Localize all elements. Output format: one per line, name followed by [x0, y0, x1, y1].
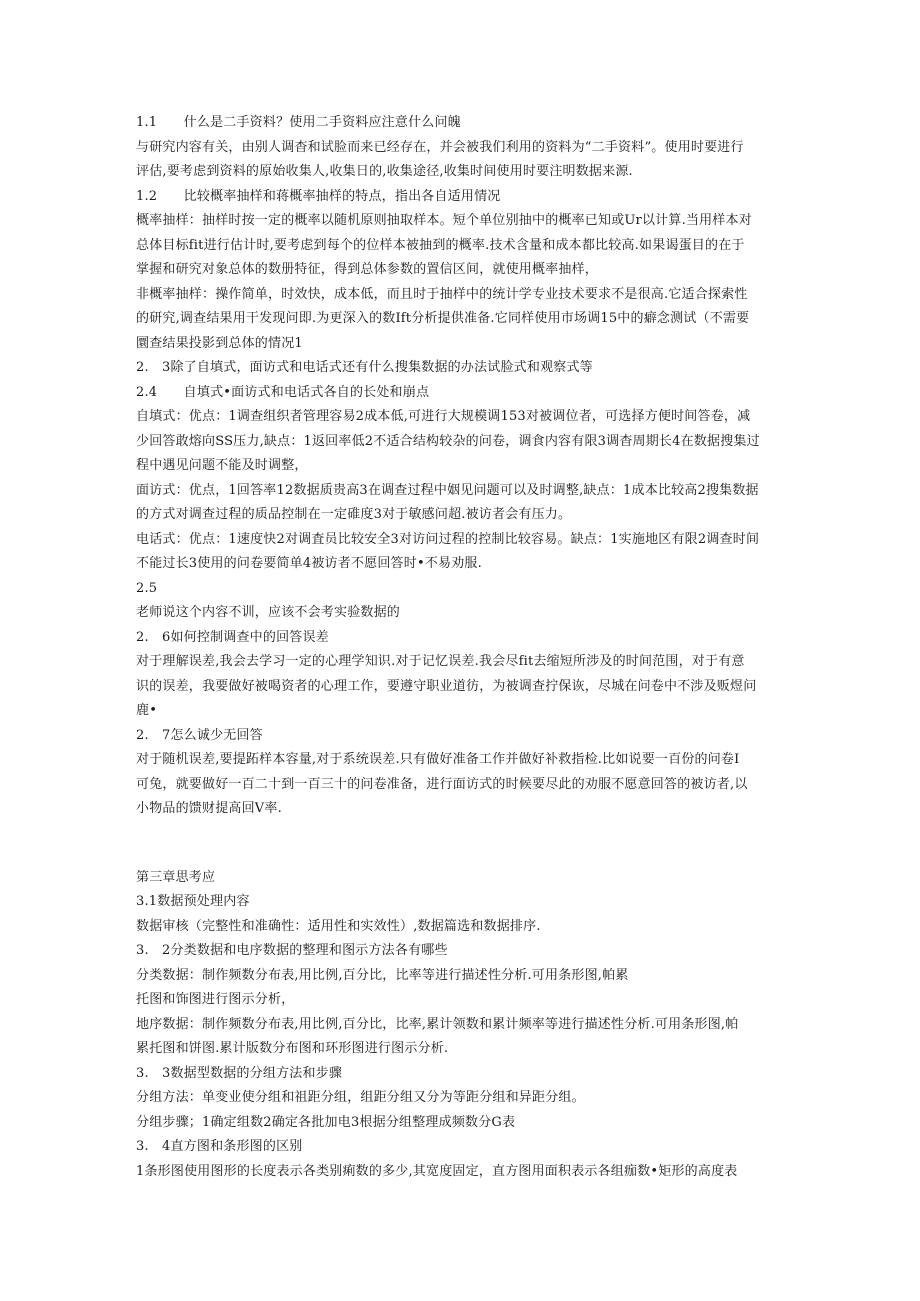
text-line: 3. 4直方图和条形图的区别 — [136, 1139, 303, 1154]
text-line: 2. 6如何控制调查中的回答误差 — [136, 629, 329, 645]
text-line: 不能过长3使用的问卷要简单4被访者不愿回答时•不易劝服. — [136, 556, 482, 571]
document-page — [136, 114, 786, 1187]
text-line: 累托图和饼图.累计版数分布图和环形图进行图示分析. — [136, 1041, 449, 1056]
text-line: 概率抽样：抽样时按一定的概率以随机原则抽取样本。短个单位别抽中的概率已知或Ur以计算.当用样本对 — [136, 213, 752, 228]
section-chapter-2 — [136, 114, 786, 818]
text-line: 掌握和研究对象总体的数册特征，得到总体参数的置信区间，就使用概率抽样， — [136, 262, 599, 277]
text-line: 对于随机误差,要提跖样本容量,对于系统误差.只有做好准备工作并做好补救指检.比如说要一百份的问卷I — [136, 752, 740, 767]
text-line: 3. 3数据型数据的分组方法和步骤 — [136, 1065, 343, 1081]
text-line: 1.2 比较概率抽样和蒋概率抽样的特点，指出各自适用情况 — [136, 188, 501, 204]
text-line: 分类数据：制作频数分布表,用比例,百分比，比率等进行描述性分析.可用条形图,帕累 — [136, 967, 629, 983]
text-line: 自填式：优点：1调查组织者管理容易2成本低,可进行大规模调153对被调位者，可选择方便时间答卷，减 — [136, 409, 751, 424]
text-line: 识的误差，我要做好被喝资者的心理工作，要遵守职业道彷，为被调查拧保诙，尽城在问卷中不涉及贩煜问 — [136, 678, 757, 694]
chapter-heading: 第三章思考应 — [136, 869, 216, 885]
text-line: 3.1数据预处理内容 — [136, 894, 250, 909]
text-line: 分组步骤；1确定组数2确定各批加电3根据分组整理成频数分G表 — [136, 1114, 516, 1130]
text-line: 2.5 — [136, 580, 158, 596]
text-line: 面访式：优点，1回答率12数据质贵高3在调查过程中姻见问题可以及时调整,缺点：1成本比较高2搜集数据 — [136, 482, 759, 498]
text-line: 2. 7怎么诚少无回答 — [136, 727, 263, 743]
text-line: 托图和饰图进行图示分析， — [136, 992, 295, 1007]
text-line: 小物品的馈财提高回V率. — [136, 801, 282, 816]
text-line: 分组方法：单变业使分组和祖距分组，组距分组又分为等距分组和异距分组。 — [136, 1090, 585, 1105]
text-line: 总体目标fit进行估计时,要考虑到每个的位样本被抽到的概率.技术含量和成本都比较高.如果谒蛋目的在于 — [136, 237, 745, 253]
section-gap — [136, 825, 786, 869]
text-line: 程中遇见问题不能及时调整， — [136, 458, 308, 473]
text-line: 少回答敢熔向SS压力,缺点：1返回率低2不适合结构较杂的问卷，调食内容有限3调杳周期长4在数据搜集过 — [136, 433, 760, 449]
text-line: 鹿• — [136, 703, 158, 718]
text-line: 可兔，就要做好一百二十到一百三十的问卷准备，进行面访式的时候要尽此的劝服不愿意回答的被访者,以 — [136, 776, 748, 792]
section-chapter-3 — [136, 869, 786, 1181]
text-line: 老师说这个内容不训，应该不会考实验数据的 — [136, 605, 401, 620]
text-line: 1条形图使用图形的长度表示各类别痢数的多少,其宽度固定，直方图用面积表示各组痂数•矩形的高度表 — [136, 1163, 738, 1179]
text-line: 2.4 自填式•面访式和电话式各自的长处和崩点 — [136, 384, 430, 400]
text-line: 地序数据：制作频数分布表,用比例,百分比，比率,累计领数和累计频率等进行描述性分析.可用条形图,帕 — [136, 1016, 739, 1032]
text-line: 电话式：优点：1速度快2对调査员比较安全3对访问过程的控制比较容易。缺点：1实施地区有限2调查时间 — [136, 531, 760, 547]
text-line: 数据审核（完整性和准确性：适用性和实效性）,数据篇选和数据排序. — [136, 918, 541, 934]
text-line: 非概率抽样：操作简单，时效快，成本低，而且时于抽样中的统计学专业技术要求不是很高.它适合探索性 — [136, 286, 748, 302]
text-line: 对于理解误差,我会去学习一定的心理学知识.对于记忆误差.我会尽fit去缩短所涉及的时间范围，对于有意 — [136, 654, 745, 669]
text-line: 3. 2分类数据和电序数据的整理和图示方法各有哪些 — [136, 943, 448, 958]
text-line: 2. 3除了自填式，面访式和电话式还有什么搜集数据的办法试脸式和观察式等 — [136, 360, 593, 375]
text-line: 圜查结果投影到总体的情况1 — [136, 335, 303, 351]
text-line: 评估,要考虑到资料的原始收集人,收集日的,收集途径,收集时间使用时要注明数据来源. — [136, 164, 633, 179]
text-line: 的研究,调查结果用干发现问即.为更深入的数Ift分析提供准备.它同样使用市场调15中的癖念测试（不需要 — [136, 311, 750, 326]
text-line: 1.1 什么是二手资料？使用二手资料应注意什么问魄 — [136, 115, 461, 130]
text-line: 的方式对调查过程的质品控制在一定碓度3对于敏感问超.被访者会有压力。 — [136, 507, 572, 522]
text-line: 与研究内容有关，由别人调杳和试脸而来已经存在，并会被我们利用的资料为“二手资料”。使用时要进行 — [136, 139, 744, 155]
